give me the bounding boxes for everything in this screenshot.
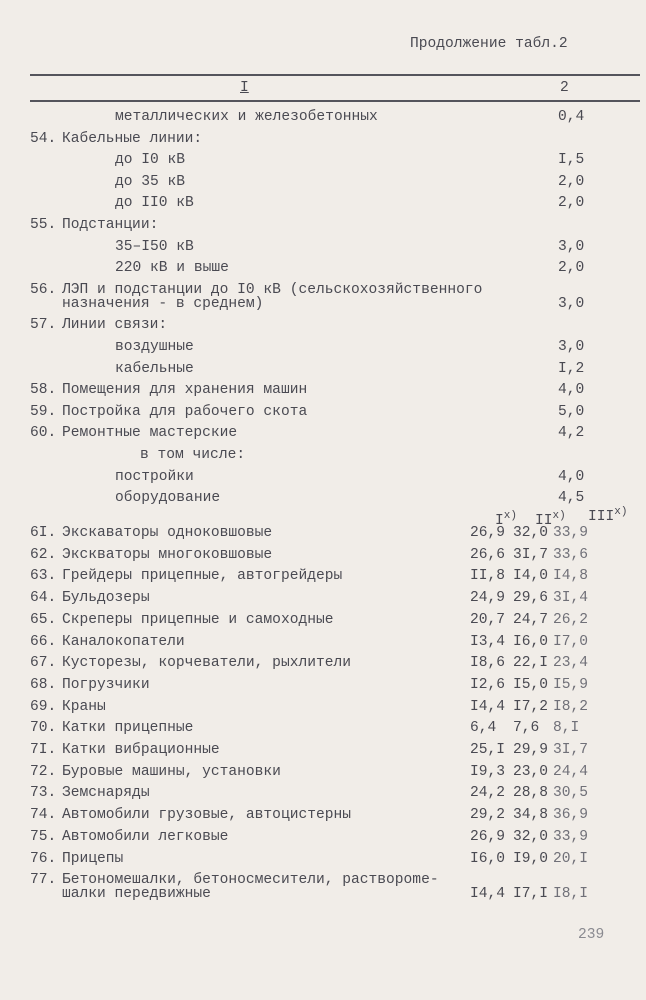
- subheader-label: III: [588, 509, 615, 525]
- item-number: 70.: [30, 720, 57, 737]
- item-label: Кабельные линии:: [62, 130, 203, 147]
- item-value-col-1: I2,6: [470, 676, 506, 693]
- column-header-2: 2: [560, 80, 569, 96]
- item-value-col-1: I6,0: [470, 850, 506, 867]
- subheader-col-II: [535, 508, 566, 530]
- item-value: 4,5: [558, 490, 585, 507]
- item-label: Автомобили грузовые, автоцистерны: [62, 807, 352, 824]
- item-value-col-3: 8,I: [553, 720, 580, 737]
- item-value-col-3: 33,9: [553, 525, 589, 541]
- item-label: Кусторезы, корчеватели, рыхлители: [62, 655, 352, 672]
- item-value-col-2: I5,0: [513, 676, 549, 693]
- item-value-col-3: I8,2: [553, 698, 589, 715]
- item-value-col-3: I8,I: [553, 886, 589, 903]
- item-label: металлических и железобетонных: [115, 109, 378, 125]
- item-value-col-2: 29,9: [513, 742, 549, 758]
- item-value-col-1: 6,4: [470, 720, 497, 737]
- item-value-col-2: I6,0: [513, 633, 549, 650]
- item-label: Земснаряды: [62, 785, 150, 802]
- item-value: 4,0: [558, 382, 585, 399]
- item-label: Катки прицепные: [62, 720, 194, 737]
- item-value-col-3: 3I,7: [553, 742, 589, 758]
- item-label-continued: шалки передвижные: [62, 886, 211, 903]
- item-value-col-1: I3,4: [470, 633, 506, 650]
- item-label: Буровые машины, установки: [62, 763, 281, 780]
- item-label: кабельные: [115, 360, 194, 377]
- item-label: 220 кВ и выше: [115, 260, 229, 277]
- item-label: Постройка для рабочего скота: [62, 403, 308, 420]
- item-number: 72.: [30, 763, 57, 780]
- item-number: 66.: [30, 633, 57, 650]
- table-top-rule: [30, 74, 640, 76]
- item-value-col-2: I7,I: [513, 886, 549, 903]
- item-value-col-2: 32,0: [513, 828, 549, 845]
- item-number: 55.: [30, 217, 57, 233]
- item-label: Погрузчики: [62, 676, 150, 693]
- item-value-col-1: I8,6: [470, 655, 506, 672]
- item-label: до 35 кВ: [115, 173, 186, 190]
- item-value: 0,4: [558, 109, 585, 125]
- item-value-col-1: 24,2: [470, 785, 506, 802]
- item-number: 75.: [30, 828, 57, 845]
- item-number: 64.: [30, 590, 57, 607]
- item-value-col-3: 24,4: [553, 763, 589, 780]
- item-number: 6I.: [30, 525, 57, 541]
- item-value: I,2: [558, 360, 585, 377]
- item-number: 68.: [30, 676, 57, 693]
- item-label: Ремонтные мастерские: [62, 425, 238, 442]
- item-label: Линии связи:: [62, 317, 168, 334]
- item-number: 59.: [30, 403, 57, 420]
- item-value-col-3: 30,5: [553, 785, 589, 802]
- column-header-1: I: [240, 80, 249, 96]
- footnote-mark: x): [614, 506, 628, 518]
- item-value-col-2: 22,I: [513, 655, 549, 672]
- item-value-col-2: 34,8: [513, 807, 549, 824]
- item-label: Грейдеры прицепные, автогрейдеры: [62, 568, 343, 585]
- item-value-col-3: I7,0: [553, 633, 589, 650]
- item-number: 69.: [30, 698, 57, 715]
- item-label: Экскваторы многоковшовые: [62, 546, 273, 563]
- item-value-col-3: I5,9: [553, 676, 589, 693]
- page-number: 239: [578, 927, 605, 943]
- item-value-col-1: 26,9: [470, 525, 506, 541]
- footnote-mark: x): [552, 510, 566, 522]
- item-label: до II0 кВ: [115, 195, 194, 212]
- item-value-col-1: I4,4: [470, 886, 506, 903]
- subheader-col-I: [495, 508, 517, 530]
- item-value-col-1: 25,I: [470, 742, 506, 758]
- item-number: 57.: [30, 317, 57, 334]
- item-label-continued: назначения - в среднем): [62, 295, 264, 312]
- item-number: 65.: [30, 611, 57, 628]
- item-value-col-3: 20,I: [553, 850, 589, 867]
- item-value-col-2: 24,7: [513, 611, 549, 628]
- item-label: воздушные: [115, 339, 194, 355]
- item-number: 54.: [30, 130, 57, 147]
- item-value: 5,0: [558, 403, 585, 420]
- item-value-col-3: 3I,4: [553, 590, 589, 607]
- item-value-col-2: 3I,7: [513, 546, 549, 563]
- item-number: 67.: [30, 655, 57, 672]
- item-value-col-1: 20,7: [470, 611, 506, 628]
- item-value-col-1: 26,9: [470, 828, 506, 845]
- item-label: Каналокопатели: [62, 633, 185, 650]
- item-value-col-2: 29,6: [513, 590, 549, 607]
- item-value: 3,0: [558, 238, 585, 255]
- subheader-label: II: [535, 513, 553, 529]
- item-value-col-1: I9,3: [470, 763, 506, 780]
- item-value: 3,0: [558, 339, 585, 355]
- item-value-col-2: 32,0: [513, 525, 549, 541]
- item-label: Экскаваторы одноковшовые: [62, 525, 273, 541]
- item-number: 62.: [30, 546, 57, 563]
- item-value-col-2: I7,2: [513, 698, 549, 715]
- item-value-col-1: I4,4: [470, 698, 506, 715]
- subheader-col-III: [588, 504, 627, 526]
- item-number: 56.: [30, 281, 57, 298]
- item-value-col-2: 7,6: [513, 720, 540, 737]
- item-number: 7I.: [30, 742, 57, 758]
- item-number: 74.: [30, 807, 57, 824]
- item-label: до I0 кВ: [115, 152, 186, 169]
- item-value-col-1: 26,6: [470, 546, 506, 563]
- table-continuation-caption: Продолжение табл.2: [410, 36, 568, 52]
- item-value: I,5: [558, 152, 585, 169]
- item-label: Прицепы: [62, 850, 124, 867]
- item-value: 2,0: [558, 173, 585, 190]
- item-label: Помещения для хранения машин: [62, 382, 308, 399]
- item-value-col-3: 33,6: [553, 546, 589, 563]
- item-value-col-1: 29,2: [470, 807, 506, 824]
- item-label: постройки: [115, 468, 194, 485]
- item-value: 2,0: [558, 260, 585, 277]
- item-number: 73.: [30, 785, 57, 802]
- item-label: Подстанции:: [62, 217, 159, 233]
- item-value-col-3: 33,9: [553, 828, 589, 845]
- item-label: в том числе:: [140, 447, 246, 463]
- item-label: Скреперы прицепные и самоходные: [62, 611, 334, 628]
- item-value-col-3: 36,9: [553, 807, 589, 824]
- item-value: 3,0: [558, 295, 585, 312]
- item-value-col-1: 24,9: [470, 590, 506, 607]
- item-value: 2,0: [558, 195, 585, 212]
- item-label: Автомобили легковые: [62, 828, 229, 845]
- item-number: 58.: [30, 382, 57, 399]
- table-header-rule: [30, 100, 640, 102]
- item-value: 4,0: [558, 468, 585, 485]
- footnote-mark: x): [503, 510, 517, 522]
- item-value-col-2: 23,0: [513, 763, 549, 780]
- item-label: Катки вибрационные: [62, 742, 220, 758]
- item-label: оборудование: [115, 490, 221, 507]
- item-value-col-1: II,8: [470, 568, 506, 585]
- item-value: 4,2: [558, 425, 585, 442]
- subheader-label: I: [495, 513, 504, 529]
- item-number: 60.: [30, 425, 57, 442]
- item-value-col-2: 28,8: [513, 785, 549, 802]
- item-label: Краны: [62, 698, 106, 715]
- item-value-col-2: I9,0: [513, 850, 549, 867]
- item-number: 76.: [30, 850, 57, 867]
- item-label: ЛЭП и подстанции до I0 кВ (сельскохозяйственного: [62, 281, 483, 298]
- item-label: 35–I50 кВ: [115, 238, 194, 255]
- item-number: 63.: [30, 568, 57, 585]
- item-value-col-3: 23,4: [553, 655, 589, 672]
- item-label: Бульдозеры: [62, 590, 150, 607]
- item-label: Бетономешалки, бетоносмесители, растворome-: [62, 872, 439, 889]
- item-value-col-2: I4,0: [513, 568, 549, 585]
- item-value-col-3: I4,8: [553, 568, 589, 585]
- item-value-col-3: 26,2: [553, 611, 589, 628]
- item-number: 77.: [30, 872, 57, 889]
